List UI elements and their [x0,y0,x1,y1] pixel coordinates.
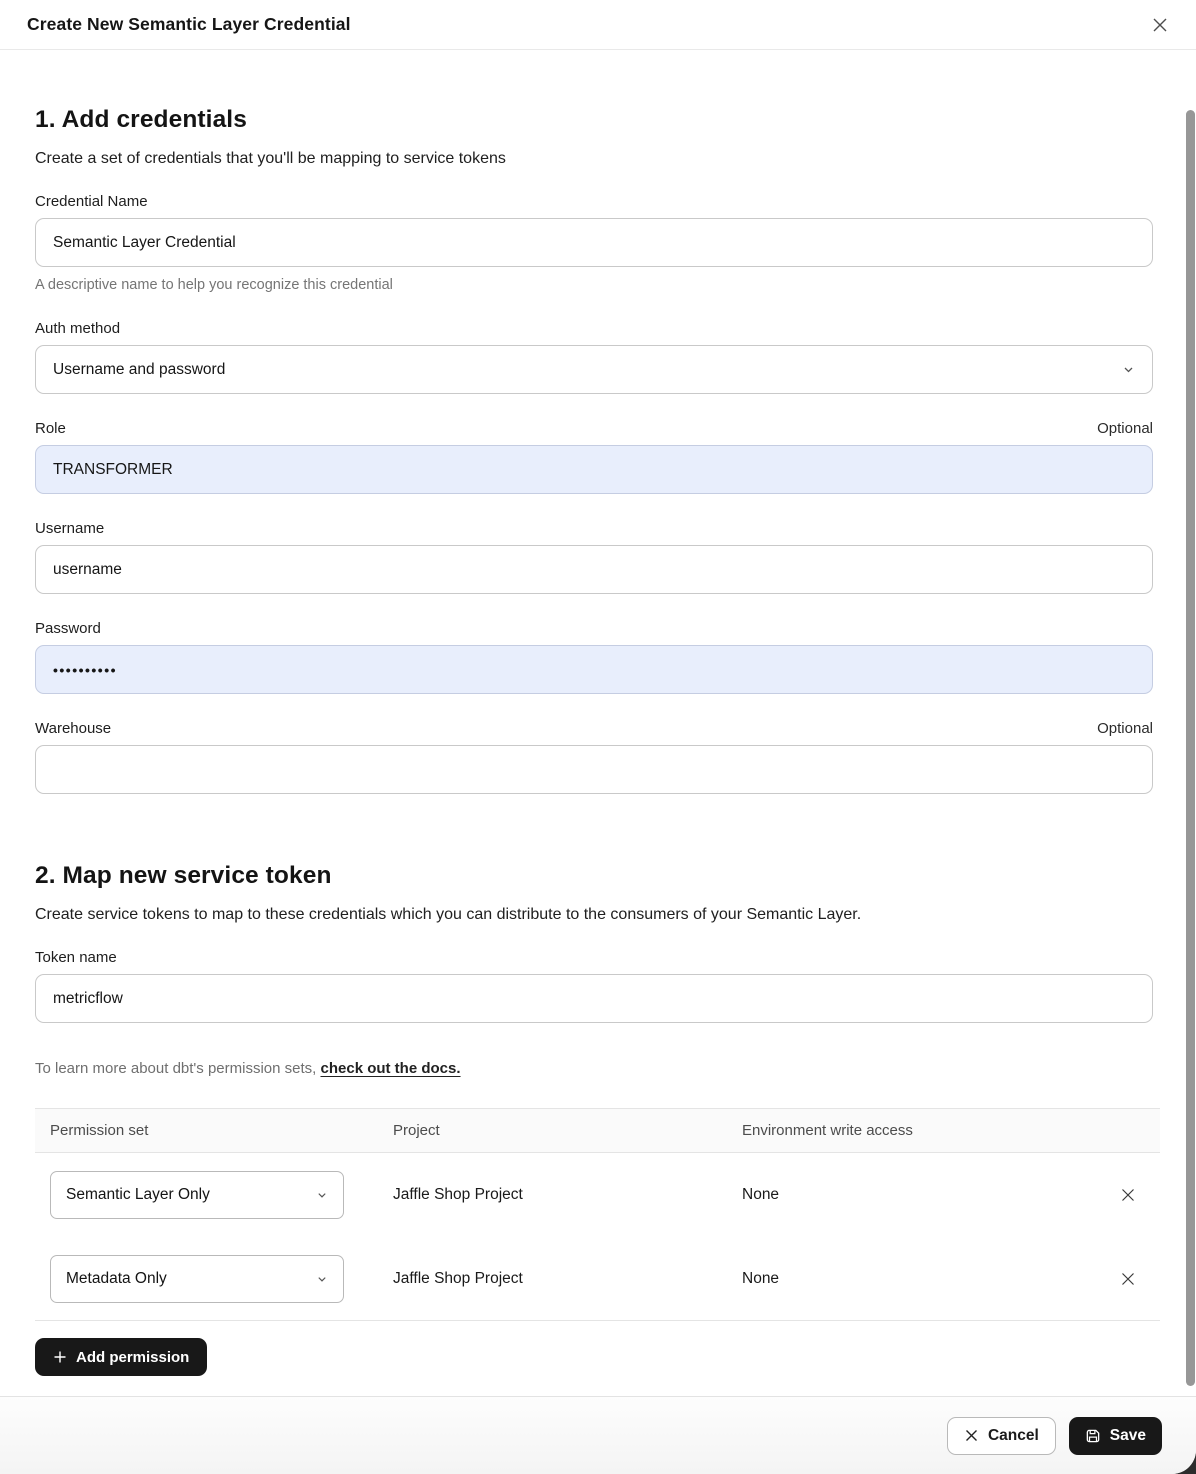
auth-method-value: Username and password [53,360,226,378]
username-field [35,520,1153,594]
close-button[interactable] [1146,11,1174,39]
remove-permission-button[interactable] [1114,1265,1142,1293]
token-name-input[interactable] [35,974,1153,1023]
role-input[interactable] [35,445,1153,494]
section2 [35,862,1153,1376]
remove-icon [1119,1270,1137,1288]
credential-name-label: Credential Name [35,193,148,210]
docs-line [35,1060,1153,1077]
section2-heading: 2. Map new service token [35,862,332,889]
save-label: Save [1109,1426,1146,1444]
cancel-x-icon [964,1428,979,1443]
close-icon [1150,15,1170,35]
warehouse-field [35,720,1153,794]
add-permission-label: Add permission [76,1348,190,1366]
cancel-label: Cancel [987,1426,1039,1444]
save-button[interactable] [1069,1417,1162,1455]
env-write-access-cell: None [742,1269,780,1287]
table-row [35,1153,1160,1237]
table-row [35,1237,1160,1321]
permission-set-dropdown[interactable] [50,1255,344,1303]
chevron-down-icon [316,1189,328,1201]
auth-method-select[interactable] [35,345,1153,394]
project-cell: Jaffle Shop Project [393,1186,523,1203]
role-label: Role [35,420,66,437]
permissions-table [35,1108,1160,1321]
credential-name-input[interactable] [35,218,1153,267]
token-name-label: Token name [35,949,117,966]
password-field [35,620,1153,694]
remove-permission-button[interactable] [1114,1181,1142,1209]
remove-icon [1119,1186,1137,1204]
col-header-project: Project [393,1122,440,1139]
warehouse-optional-badge: Optional [1097,720,1153,737]
token-name-field [35,949,1153,1023]
cancel-button[interactable] [947,1417,1056,1455]
col-header-permission-set: Permission set [50,1122,149,1139]
project-cell: Jaffle Shop Project [393,1269,523,1287]
section1-description: Create a set of credentials that you'll be mapping to service tokens [35,150,506,167]
auth-method-field [35,320,1153,394]
credential-name-helper: A descriptive name to help you recognize this credential [35,277,393,293]
permission-set-value: Semantic Layer Only [66,1186,210,1203]
username-input[interactable] [35,545,1153,594]
username-label: Username [35,520,105,537]
docs-link[interactable]: check out the docs. [320,1060,461,1077]
vertical-scrollbar[interactable] [1186,110,1195,1386]
credential-name-field [35,193,1153,293]
plus-icon [53,1350,67,1364]
modal-body [0,50,1196,1376]
modal-header [0,0,1196,50]
env-write-access-cell: None [742,1186,780,1203]
docs-text: To learn more about dbt's permission sets, [35,1060,321,1077]
add-permission-button[interactable] [35,1338,207,1376]
role-field [35,420,1153,494]
section2-description: Create service tokens to map to these credentials which you can distribute to the consumers of your Semantic Layer. [35,906,862,923]
chevron-down-icon [1122,363,1135,376]
permission-set-dropdown[interactable] [50,1171,344,1219]
chevron-down-icon [316,1273,328,1285]
auth-method-label: Auth method [35,320,121,337]
password-label: Password [35,620,101,637]
permissions-table-header [35,1108,1160,1153]
password-input[interactable] [35,645,1153,694]
permission-set-value: Metadata Only [66,1269,167,1287]
modal-title: Create New Semantic Layer Credential [27,14,351,34]
section1-heading: 1. Add credentials [35,106,247,133]
role-optional-badge: Optional [1097,420,1153,437]
warehouse-input[interactable] [35,745,1153,794]
col-header-env-write-access: Environment write access [742,1122,913,1139]
modal-footer [0,1396,1196,1474]
save-floppy-icon [1085,1428,1101,1444]
warehouse-label: Warehouse [35,720,112,737]
